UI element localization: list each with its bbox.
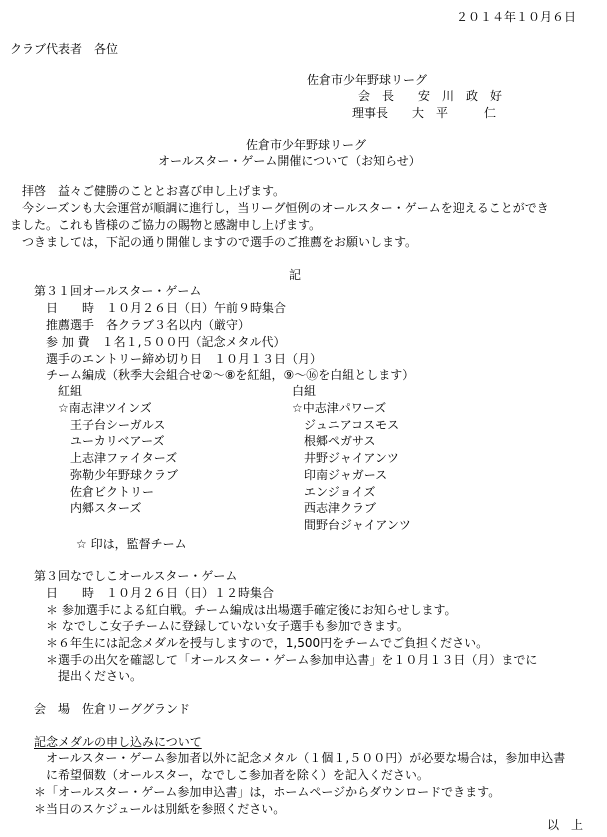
nadeshiko-note: ＊ なでしこ女子チームに登録していない女子選手も参加できます。: [46, 619, 409, 633]
body-line: ました。これも皆様のご協力の賜物と感謝申し上げます。: [10, 218, 322, 232]
red-team-item: 佐倉ビクトリー: [70, 485, 155, 499]
red-team-item: ユーカリベアーズ: [70, 434, 165, 448]
white-team-item: 西志津クラブ: [304, 501, 377, 515]
ki-heading: 記: [289, 268, 302, 282]
white-team-item: 根郷ペガサス: [304, 434, 376, 448]
white-team-item: ☆中志津パワーズ: [292, 401, 387, 415]
closing: 以 上: [547, 818, 584, 832]
red-team-item: 弥勒少年野球クラブ: [70, 468, 179, 482]
medal-heading: 記念メダルの申し込みについて: [34, 735, 202, 749]
red-team-item: 内郷スターズ: [70, 501, 142, 515]
allstar-heading: 第３１回オールスター・ゲーム: [34, 284, 202, 298]
venue: 会 場 佐倉リーググランド: [34, 702, 191, 716]
body-line: 今シーズンも大会運営が順調に進行し，当リーグ恒例のオールスター・ゲームを迎えることができ: [22, 201, 549, 215]
medal-line: ＊当日のスケジュールは別紙を参照ください。: [34, 802, 286, 816]
sender-chairman: 会 長 安 川 政 好: [358, 89, 503, 103]
medal-line: オールスター・ゲーム参加者以外に記念メタル（１個１,５００円）が必要な場合は，参加申込書: [46, 751, 566, 765]
nadeshiko-note: 提出ください。: [58, 669, 143, 683]
nadeshiko-note: ＊６年生には記念メダルを授与しますので，1,500円をチームでご負担ください。: [46, 636, 489, 650]
allstar-teams: チーム編成（秋季大会組合せ②～⑧を紅組，⑨～⑯を白組とします）: [46, 368, 415, 382]
allstar-deadline: 選手のエントリー締め切り日 １０月１３日（月）: [46, 352, 323, 366]
body-line: 拝啓 益々ご健勝のこととお喜び申し上げます。: [22, 184, 286, 198]
red-team-item: 王子台シーガルス: [70, 418, 166, 432]
white-team-item: ジュニアコスモス: [304, 418, 400, 432]
addressee: クラブ代表者 各位: [10, 42, 119, 56]
red-team-label: 紅組: [58, 384, 83, 398]
white-team-label: 白組: [292, 384, 317, 398]
allstar-players: 推薦選手 各クラブ３名以内（厳守）: [46, 318, 251, 332]
white-team-item: 間野台ジャイアンツ: [304, 518, 411, 532]
nadeshiko-heading: 第３回なでしこオールスター・ゲーム: [34, 569, 238, 583]
red-team-item: ☆南志津ツインズ: [58, 401, 152, 415]
nadeshiko-note: ＊選手の出欠を確認して「オールスター・ゲーム参加申込書」を１０月１３日（月）までに: [46, 653, 538, 667]
sender-org: 佐倉市少年野球リーグ: [307, 73, 428, 87]
title-org: 佐倉市少年野球リーグ: [246, 138, 367, 152]
medal-line: に希望個数（オールスター，なでしこ参加者を除く）を記入ください。: [46, 768, 429, 782]
sender-director: 理事長 大 平 仁: [352, 106, 497, 120]
manager-team-note: ☆ 印は，監督チーム: [76, 537, 187, 551]
white-team-item: 印南ジャガース: [304, 468, 388, 482]
document-title: オールスター・ゲーム開催について（お知らせ）: [158, 154, 421, 168]
white-team-item: エンジョイズ: [304, 485, 376, 499]
document-date: ２０１４年１０月６日: [456, 10, 577, 24]
red-team-item: 上志津ファイターズ: [70, 451, 178, 465]
body-line: つきましては，下記の通り開催しますので選手のご推薦をお願いします。: [22, 235, 418, 249]
white-team-item: 井野ジャイアンツ: [304, 451, 399, 465]
medal-line: ＊「オールスター・ゲーム参加申込書」は，ホームページからダウンロードできます。: [34, 785, 501, 799]
nadeshiko-datetime: 日 時 １０月２６日（日）１２時集合: [46, 586, 275, 600]
allstar-datetime: 日 時 １０月２６日（日）午前９時集合: [46, 301, 287, 315]
nadeshiko-note: ＊ 参加選手による紅白戦。チーム編成は出場選手確定後にお知らせします。: [46, 603, 457, 617]
allstar-fee: 参 加 費 １名１,５００円（記念メタル代）: [46, 335, 286, 349]
